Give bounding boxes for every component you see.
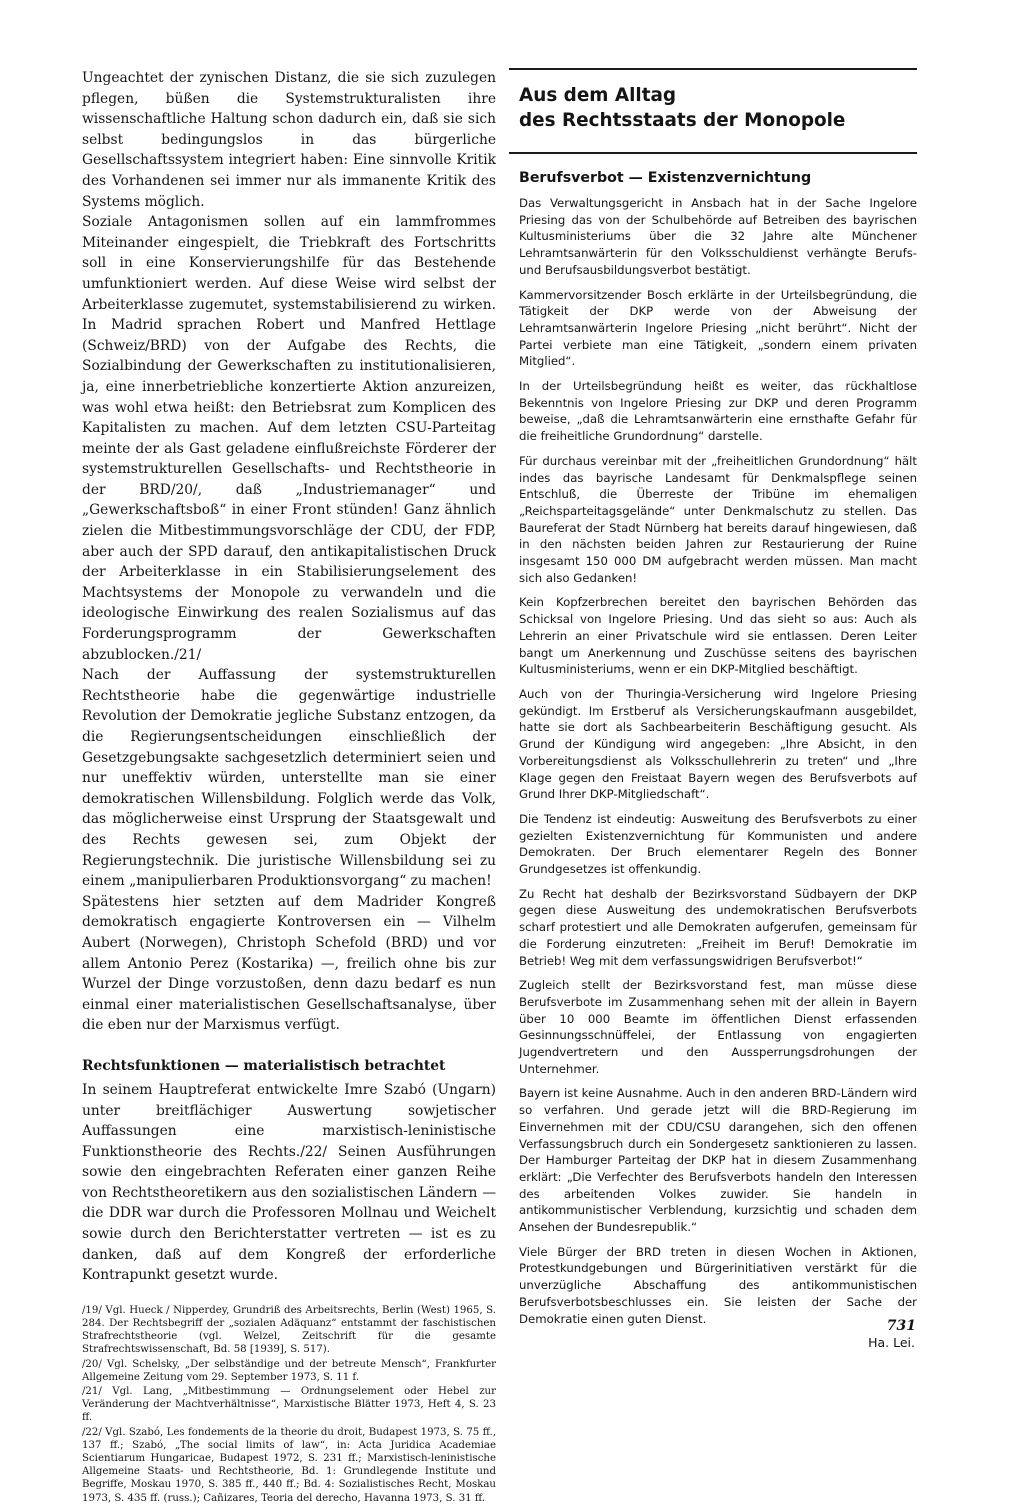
footnote: /19/ Vgl. Hueck / Nipperdey, Grundriß des Arbeitsrechts, Berlin (West) 1965, S. 284. Der Rechtsbegriff der „sozialen Adäquanz“ entstammt der faschistischen Strafrechtstheorie (vgl. Welzel, Zeitschrift für die gesamte Strafrechtswissenschaft, Bd. 58 [1939], S. 517). bbox=[82, 1304, 496, 1356]
section-heading: Rechtsfunktionen — materialistisch betrachtet bbox=[82, 1057, 446, 1074]
article-paragraph: Bayern ist keine Ausnahme. Auch in den anderen BRD-Ländern wird so verfahren. Und gerade jetzt will die BRD-Regierung im Einvernehmen mit der CDU/CSU darangehen, sich den offenen Verfassungsbruch durch ein Sondergesetz sanktionieren zu lassen. Der Hamburger Parteitag der DKP hat in diesem Zusammenhang erklärt: „Die Verfechter des Berufsverbots handeln den Interessen des arbeitenden Volkes zuwider. Sie handeln in antikommunistischer Verblendung, kurzsichtig und schaden dem Ansehen der Bundesrepublik.“ bbox=[519, 1086, 917, 1235]
body-paragraph: In seinem Hauptreferat entwickelte Imre Szabó (Ungarn) unter breitflächiger Auswertung sowjetischer Auffassungen eine marxistisch-leninistische Funktionstheorie des Rechts./22/ Seinen Ausführungen sowie den eingebrachten Referaten einer ganzen Reihe von Rechtstheoretikern aus den sozialistischen Ländern — die DDR war durch die Professoren Mollnau und Weichelt sowie durch den Berichterstatter vertreten — ist es zu danken, daß auf dem Kongreß der erforderliche Kontrapunkt gesetzt wurde. bbox=[82, 1081, 496, 1284]
article-paragraph: Auch von der Thuringia-Versicherung wird Ingelore Priesing gekündigt. Im Erstberuf als Versicherungskaufmann ausgebildet, hatte sie dort als Sachbearbeiterin Beschäftigung gesucht. Als Grund der Kündigung wird angegeben: „Ihre Absicht, in den Vorbereitungsdienst als Volksschullehrerin zu treten“ und „Ihre Klage gegen den Freistaat Bayern wegen des Berufsverbots auf Grund Ihrer DKP-Mitgliedschaft“. bbox=[519, 686, 917, 802]
article-title-line1: Aus dem Alltag bbox=[519, 85, 677, 106]
body-paragraph: Soziale Antagonismen sollen auf ein lammfrommes Miteinander eingespielt, die Triebkraft des Fortschritts soll in eine Konservierungshilfe für das Bestehende umfunktioniert werden. Auf diese Weise wird selbst der Arbeiterklasse zugemutet, systemstabilisierend zu wirken. In Madrid sprachen Robert und Manfred Hettlage (Schweiz/BRD) von der Aufgabe des Rechts, die Sozialbindung der Gewerkschaften zu institutionalisieren, ja, eine innerbetriebliche konzertierte Aktion anzureizen, was wohl etwa heißt: den Betriebsrat zum Komplicen des Kapitalisten zu machen. Auf dem letzten CSU-Parteitag meinte der als Gast geladene einflußreichste Förderer der systemstrukturellen Gesellschafts- und Rechtstheorie in der BRD/20/, daß „Industriemanager“ und „Gewerkschaftsboß“ in einer Front stünden! Ganz ähnlich zielen die Mitbestimmungsvorschläge der CDU, der FDP, aber auch der SPD darauf, den antikapitalistischen Druck der Arbeiterklasse in ein Stabilisierungselement des Machtsystems der Monopole zu verwandeln und die ideologische Einwirkung des realen Sozialismus auf das Forderungsprogramm der Gewerkschaften abzublocken./21/ bbox=[82, 214, 496, 663]
body-paragraph: Nach der Auffassung der systemstrukturellen Rechtstheorie habe die gegenwärtige industrielle Revolution der Demokratie jegliche Substanz entzogen, da die Regierungsentscheidungen einschließlich der Gesetzgebungsakte sachgesetzlich determiniert seien und nur uneffektiv würden, unterstellte man sie einer demokratischen Willensbildung. Folglich werde das Volk, das möglicherweise einst Ursprung der Staatsgewalt und des Rechts gewesen sei, zum Objekt der Regierungstechnik. Die juristische Willensbildung sei zu einem „manipulierbaren Produktionsvorgang“ zu machen! bbox=[82, 667, 496, 890]
page-number: 731 bbox=[886, 1318, 916, 1334]
author-signature: Ha. Lei. bbox=[868, 1335, 915, 1351]
article-paragraph: Zugleich stellt der Bezirksvorstand fest, man müsse diese Berufsverbote im Zusammenhang sehen mit der allein in Bayern über 10 000 Beamte im öffentlichen Dienst erfassenden Gesinnungsschnüffelei, der Entlassung von engagierten Jugendvertretern und den Aussperrungsdrohungen der Unternehmer. bbox=[519, 978, 917, 1076]
article-paragraph: Zu Recht hat deshalb der Bezirksvorstand Südbayern der DKP gegen diese Ausweitung des undemokratischen Berufsverbots scharf protestiert und alle Demokraten aufgerufen, gemeinsam für die Forderung einzutreten: „Freiheit im Beruf! Demokratie im Betrieb! Weg mit dem verfassungswidrigen Berufsverbot!“ bbox=[519, 886, 917, 968]
article-paragraph: Viele Bürger der BRD treten in diesen Wochen in Aktionen, Protestkundgebungen und Bürgerinitiativen verstärkt für die unverzügliche Abschaffung des antikommunistischen Berufsverbotsbeschlusses ein. Sie leisten der Sache der Demokratie einen guten Dienst. bbox=[519, 1244, 917, 1326]
left-column bbox=[82, 68, 496, 1506]
article-paragraph: Kammervorsitzender Bosch erklärte in der Urteilsbegründung, die Tätigkeit der DKP werde von der Abweisung der Lehramtsanwärterin Ingelore Priesing „nicht berührt“. Nicht der Partei verbiete man eine Tätigkeit, „sondern einem privaten Mitglied“. bbox=[519, 287, 917, 369]
article-paragraph: Kein Kopfzerbrechen bereitet den bayrischen Behörden das Schicksal von Ingelore Priesing. Und das sieht so aus: Auch als Lehrerin an einer Privatschule wird sie entlassen. Deren Leiter bangt um Anerkennung und Zuschüsse seitens des bayrischen Kultusministeriums, wenn er ein DKP-Mitglied beschäftigt. bbox=[519, 595, 917, 677]
article-subtitle: Berufsverbot — Existenzvernichtung bbox=[519, 170, 812, 186]
footnote: /22/ Vgl. Szabó, Les fondements de la theorie du droit, Budapest 1973, S. 75 ff., 137 ff.; Szabó, „The social limits of law“, in: Acta Juridica Academiae Scientiarum Hungaricae, Budapest 1972, S. 231 ff.; Marxistisch-leninistische Allgemeine Staats- und Rechtstheorie, Bd. 1: Grundlegende Institute und Begriffe, Moskau 1970, S. 385 ff., 440 ff.; Bd. 4: Sozialistisches Recht, Moskau 1973, S. 435 ff. (russ.); Cañizares, Teoria del derecho, Havanna 1973, S. 31 ff. bbox=[82, 1426, 496, 1504]
article-body bbox=[519, 195, 917, 1352]
article-title-line2: des Rechtsstaats der Monopole bbox=[519, 109, 846, 131]
top-rule bbox=[509, 68, 917, 70]
body-paragraph: Spätestens hier setzten auf dem Madrider Kongreß demokratisch engagierte Kontroversen ein — Vilhelm Aubert (Norwegen), Christoph Schefold (BRD) und vor allem Antonio Perez (Kostarika) —, freilich ohne bis zur Wurzel der Dinge vorzustoßen, denn dazu bedarf es nun einmal einer materialistischen Gesellschaftsanalyse, über die eben nur der Marxismus verfügt. bbox=[82, 893, 496, 1034]
right-column bbox=[509, 68, 917, 1352]
article-paragraph: Die Tendenz ist eindeutig: Ausweitung des Berufsverbots zu einer gezielten Existenzvernichtung für Kommunisten und andere Demokraten. Der Bruch elementarer Regeln des Bonner Grundgesetzes ist offenkundig. bbox=[519, 811, 917, 877]
article-paragraph: In der Urteilsbegründung heißt es weiter, das rückhaltlose Bekenntnis von Ingelore Priesing zur DKP und deren Programm beweise, „daß die Lehramtsanwärterin eine ernsthafte Gefahr für die freiheitliche Grundordnung“ darstelle. bbox=[519, 379, 917, 444]
article-title bbox=[519, 84, 917, 133]
article-paragraph: Für durchaus vereinbar mit der „freiheitlichen Grundordnung“ hält indes das bayrische Landesamt für Denkmalspflege seinen Entschluß, die Überreste der Tribüne im ehemaligen „Reichsparteitagsgelände“ unter Denkmalschutz zu stellen. Das Baureferat der Stadt Nürnberg hat bereits darauf hingewiesen, daß in den nächsten beiden Jahren zur Restaurierung der Ruine insgesamt 150 000 DM aufgebracht werden müssen. Man macht sich also Gedanken! bbox=[519, 453, 917, 585]
footnotes bbox=[82, 1304, 496, 1505]
footnote: /21/ Vgl. Lang, „Mitbestimmung — Ordnungselement oder Hebel zur Veränderung der Machtverhältnisse“, Marxistische Blätter 1973, Heft 4, S. 23 ff. bbox=[82, 1386, 496, 1424]
title-rule bbox=[509, 152, 917, 154]
article-paragraph: Das Verwaltungsgericht in Ansbach hat in der Sache Ingelore Priesing das von der Schulbehörde auf Betreiben des bayrischen Kultusministeriums über die 32 Jahre alte Münchener Lehramtsanwärterin für den Volksschuldienst verhängte Berufs- und Berufsausbildungsverbot bestätigt. bbox=[519, 196, 917, 277]
footnote: /20/ Vgl. Schelsky, „Der selbständige und der betreute Mensch“, Frankfurter Allgemeine Zeitung vom 29. September 1973, S. 11 f. bbox=[82, 1358, 496, 1383]
body-paragraph: Ungeachtet der zynischen Distanz, die sie sich zuzulegen pflegen, büßen die Systemstrukturalisten ihre wissenschaftliche Haltung schon dadurch ein, daß sie sich selbst bedingungslos in das bürgerliche Gesellschaftssystem integriert haben: Eine sinnvolle Kritik des Vorhandenen sei immer nur als immanente Kritik des Systems möglich. bbox=[82, 70, 496, 210]
